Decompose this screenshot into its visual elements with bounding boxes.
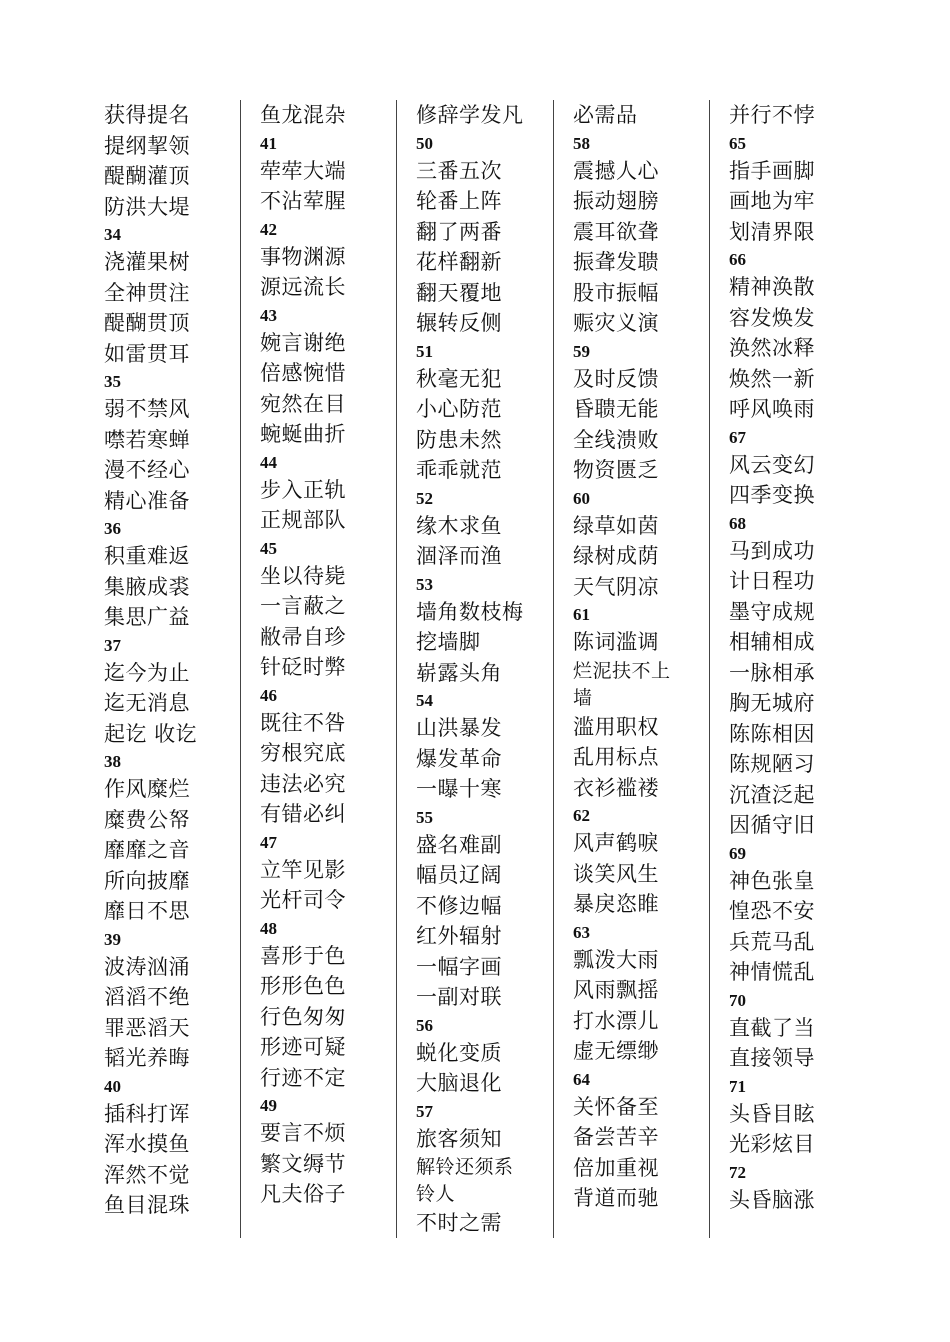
group-number: 43 xyxy=(260,305,277,325)
phrase-entry: 光杆司令 xyxy=(260,888,346,912)
phrase-entry: 防洪大堤 xyxy=(104,194,190,219)
phrase-entry: 震耳欲聋 xyxy=(573,219,659,244)
phrase-entry: 针砭时弊 xyxy=(260,655,346,679)
phrase-entry: 打水漂儿 xyxy=(573,1008,659,1033)
phrase-entry: 风声鹤唳 xyxy=(573,831,659,855)
phrase-entry: 关怀备至 xyxy=(573,1094,659,1119)
phrase-entry: 焕然一新 xyxy=(729,366,815,391)
phrase-entry: 罪恶滔天 xyxy=(104,1015,190,1040)
phrase-entry: 如雷贯耳 xyxy=(104,341,190,366)
phrase-entry: 集思广益 xyxy=(104,605,190,629)
group-number: 35 xyxy=(104,372,121,391)
group-number: 45 xyxy=(260,538,277,558)
phrase-entry: 行迹不定 xyxy=(260,1065,346,1090)
phrase-entry: 事物渊源 xyxy=(260,244,346,269)
phrase-entry: 头昏脑涨 xyxy=(729,1187,815,1212)
phrase-entry: 一幅字画 xyxy=(416,954,502,979)
group-number: 56 xyxy=(416,1015,433,1035)
column-divider xyxy=(709,100,710,1238)
column-5 xyxy=(729,100,879,1215)
phrase-entry: 呼风唤雨 xyxy=(729,397,815,421)
phrase-entry: 形形色色 xyxy=(260,974,346,998)
group-number: 39 xyxy=(104,929,121,949)
group-number: 51 xyxy=(416,341,433,361)
group-number: 60 xyxy=(573,488,590,508)
phrase-entry: 起讫 收讫 xyxy=(104,721,198,746)
phrase-entry: 股市振幅 xyxy=(573,280,659,305)
phrase-entry: 插科打诨 xyxy=(104,1101,190,1126)
phrase-entry: 小心防范 xyxy=(416,397,502,421)
phrase-entry: 涣然冰释 xyxy=(729,336,815,360)
group-number: 69 xyxy=(729,843,746,863)
phrase-entry: 精心准备 xyxy=(104,488,190,513)
group-number: 61 xyxy=(573,605,590,624)
phrase-entry: 衣衫褴褛 xyxy=(573,775,659,800)
phrase-entry: 荦荦大端 xyxy=(260,158,346,183)
group-number: 48 xyxy=(260,918,277,938)
phrase-entry: 积重难返 xyxy=(104,544,190,568)
phrase-entry: 乱用标点 xyxy=(573,745,659,769)
phrase-entry: 翻天覆地 xyxy=(416,280,502,305)
phrase-entry: 步入正轨 xyxy=(260,477,346,502)
phrase-entry: 一副对联 xyxy=(416,985,502,1009)
phrase-entry: 因循守旧 xyxy=(729,813,815,837)
phrase-entry: 精神涣散 xyxy=(729,275,815,299)
phrase-entry: 马到成功 xyxy=(729,538,815,563)
phrase-entry: 天气阴凉 xyxy=(573,574,659,599)
phrase-entry: 指手画脚 xyxy=(729,158,815,183)
group-number: 34 xyxy=(104,225,121,244)
group-number: 36 xyxy=(104,519,121,538)
group-number: 40 xyxy=(104,1076,121,1096)
phrase-entry: 赈灾义演 xyxy=(573,311,659,335)
phrase-entry: 不沾荤腥 xyxy=(260,189,346,213)
phrase-entry: 胸无城府 xyxy=(729,691,815,715)
phrase-entry: 神情慌乱 xyxy=(729,960,815,984)
phrase-entry: 凡夫俗子 xyxy=(260,1182,346,1206)
phrase-entry: 滥用职权 xyxy=(573,714,659,739)
group-number: 70 xyxy=(729,990,746,1010)
phrase-entry: 墙角数枝梅 xyxy=(416,599,524,624)
phrase-entry: 旅客须知 xyxy=(416,1126,502,1151)
phrase-entry: 画地为牢 xyxy=(729,189,815,213)
group-number: 64 xyxy=(573,1069,590,1089)
group-number: 41 xyxy=(260,133,277,153)
phrase-entry: 正规部队 xyxy=(260,508,346,532)
phrase-entry: 物资匮乏 xyxy=(573,458,659,482)
group-number: 49 xyxy=(260,1096,277,1115)
phrase-entry: 并行不悖 xyxy=(729,103,815,127)
group-number: 59 xyxy=(573,341,590,361)
phrase-entry: 韬光养晦 xyxy=(104,1046,190,1070)
group-number: 44 xyxy=(260,452,277,472)
phrase-entry: 修辞学发凡 xyxy=(416,103,524,127)
phrase-entry: 四季变换 xyxy=(729,483,815,507)
phrase-entry: 陈词滥调 xyxy=(573,630,659,654)
phrase-entry: 缘木求鱼 xyxy=(416,513,502,538)
group-number: 46 xyxy=(260,685,277,705)
phrase-entry: 翻了两番 xyxy=(416,219,502,244)
phrase-entry: 瓢泼大雨 xyxy=(573,947,659,972)
phrase-entry: 陈陈相因 xyxy=(729,721,815,746)
phrase-entry: 计日程功 xyxy=(729,569,815,593)
phrase-entry: 陈规陋习 xyxy=(729,752,815,776)
phrase-entry: 行色匆匆 xyxy=(260,1004,346,1029)
phrase-entry: 幅员辽阔 xyxy=(416,863,502,887)
phrase-entry: 一脉相承 xyxy=(729,660,815,685)
group-number: 54 xyxy=(416,691,433,710)
phrase-entry: 绿草如茵 xyxy=(573,513,659,538)
phrase-entry: 沉渣泛起 xyxy=(729,782,815,807)
phrase-entry: 花样翻新 xyxy=(416,250,502,274)
group-number: 52 xyxy=(416,488,433,508)
column-2 xyxy=(260,100,410,1210)
phrase-entry: 必需品 xyxy=(573,103,638,127)
group-number: 66 xyxy=(729,250,746,269)
phrase-entry: 红外辐射 xyxy=(416,924,502,948)
phrase-entry: 迄无消息 xyxy=(104,691,190,715)
phrase-entry: 坐以待毙 xyxy=(260,563,346,588)
phrase-entry: 蜕化变质 xyxy=(416,1040,502,1065)
group-number: 38 xyxy=(104,752,121,771)
phrase-entry: 糜费公帑 xyxy=(104,807,190,832)
phrase-entry: 盛名难副 xyxy=(416,832,502,857)
phrase-entry: 作风糜烂 xyxy=(104,777,190,801)
group-number: 71 xyxy=(729,1076,746,1096)
phrase-entry: 宛然在目 xyxy=(260,391,346,416)
phrase-entry: 惶恐不安 xyxy=(729,899,815,923)
phrase-entry: 要言不烦 xyxy=(260,1121,346,1145)
phrase-entry: 挖墙脚 xyxy=(416,630,481,654)
phrase-entry: 不修边幅 xyxy=(416,893,502,918)
group-number: 37 xyxy=(104,635,121,655)
group-number: 58 xyxy=(573,133,590,153)
column-divider xyxy=(396,100,397,1238)
phrase-entry: 鱼龙混杂 xyxy=(260,103,346,127)
phrase-entry: 形迹可疑 xyxy=(260,1035,346,1059)
phrase-entry: 获得提名 xyxy=(104,103,190,127)
phrase-entry: 谈笑风生 xyxy=(573,861,659,886)
phrase-entry: 涸泽而渔 xyxy=(416,544,502,568)
phrase-entry: 容发焕发 xyxy=(729,305,815,330)
phrase-entry: 繁文缛节 xyxy=(260,1151,346,1176)
phrase-entry: 爆发革命 xyxy=(416,746,502,771)
phrase-entry: 醍醐灌顶 xyxy=(104,164,190,188)
phrase-entry: 漫不经心 xyxy=(104,458,190,482)
phrase-entry: 一言蔽之 xyxy=(260,594,346,618)
phrase-entry: 轮番上阵 xyxy=(416,189,502,213)
phrase-entry: 昏聩无能 xyxy=(573,397,659,421)
phrase-entry: 相辅相成 xyxy=(729,630,815,654)
phrase-entry: 解铃还须系铃人 xyxy=(416,1156,514,1205)
phrase-entry: 秋毫无犯 xyxy=(416,366,502,391)
phrase-entry: 所向披靡 xyxy=(104,868,190,893)
group-number: 42 xyxy=(260,219,277,239)
phrase-entry: 划清界限 xyxy=(729,219,815,244)
phrase-entry: 浑水摸鱼 xyxy=(104,1132,190,1156)
phrase-entry: 振动翅膀 xyxy=(573,189,659,213)
phrase-entry: 乖乖就范 xyxy=(416,458,502,482)
column-4 xyxy=(573,100,723,1214)
phrase-entry: 风雨飘摇 xyxy=(573,978,659,1002)
phrase-entry: 一曝十寒 xyxy=(416,777,502,801)
phrase-entry: 波涛汹涌 xyxy=(104,954,190,979)
group-number: 67 xyxy=(729,427,746,447)
phrase-entry: 立竿见影 xyxy=(260,857,346,882)
group-number: 65 xyxy=(729,133,746,153)
column-divider xyxy=(553,100,554,1238)
phrase-entry: 违法必究 xyxy=(260,771,346,796)
phrase-entry: 烂泥扶不上墙 xyxy=(573,659,671,709)
phrase-entry: 辗转反侧 xyxy=(416,311,502,335)
phrase-entry: 浑然不觉 xyxy=(104,1162,190,1187)
group-number: 57 xyxy=(416,1101,433,1121)
phrase-entry: 全神贯注 xyxy=(104,280,190,305)
phrase-entry: 兵荒马乱 xyxy=(729,929,815,954)
phrase-entry: 光彩炫目 xyxy=(729,1132,815,1156)
column-divider xyxy=(240,100,241,1238)
group-number: 62 xyxy=(573,806,590,825)
phrase-entry: 不时之需 xyxy=(416,1211,502,1235)
phrase-entry: 三番五次 xyxy=(416,158,502,183)
phrase-entry: 靡日不思 xyxy=(104,899,190,923)
column-3 xyxy=(416,100,566,1239)
phrase-entry: 敝帚自珍 xyxy=(260,624,346,649)
phrase-entry: 背道而驰 xyxy=(573,1186,659,1210)
phrase-entry: 喜形于色 xyxy=(260,943,346,968)
phrase-entry: 头昏目眩 xyxy=(729,1101,815,1126)
phrase-entry: 崭露头角 xyxy=(416,660,502,685)
phrase-entry: 倍感惋惜 xyxy=(260,361,346,385)
phrase-entry: 既往不咎 xyxy=(260,710,346,735)
phrase-entry: 滔滔不绝 xyxy=(104,985,190,1009)
phrase-entry: 振聋发聩 xyxy=(573,250,659,274)
phrase-entry: 噤若寒蝉 xyxy=(104,427,190,452)
phrase-entry: 及时反馈 xyxy=(573,366,659,391)
phrase-entry: 靡靡之音 xyxy=(104,838,190,862)
phrase-entry: 墨守成规 xyxy=(729,599,815,624)
phrase-entry: 直接领导 xyxy=(729,1046,815,1070)
group-number: 53 xyxy=(416,574,433,594)
column-1 xyxy=(104,100,254,1221)
phrase-entry: 浇灌果树 xyxy=(104,250,190,274)
group-number: 47 xyxy=(260,832,277,852)
phrase-entry: 弱不禁风 xyxy=(104,397,190,421)
phrase-entry: 备尝苦辛 xyxy=(573,1125,659,1149)
phrase-entry: 源远流长 xyxy=(260,275,346,299)
phrase-entry: 婉言谢绝 xyxy=(260,330,346,355)
phrase-entry: 神色张皇 xyxy=(729,868,815,893)
phrase-entry: 虚无缥缈 xyxy=(573,1039,659,1063)
phrase-entry: 集腋成裘 xyxy=(104,574,190,599)
phrase-entry: 防患未然 xyxy=(416,427,502,452)
phrase-entry: 蜿蜒曲折 xyxy=(260,422,346,446)
group-number: 72 xyxy=(729,1162,746,1182)
phrase-entry: 鱼目混珠 xyxy=(104,1193,190,1217)
phrase-entry: 提纲挈领 xyxy=(104,133,190,158)
group-number: 50 xyxy=(416,133,433,153)
phrase-entry: 震撼人心 xyxy=(573,158,659,183)
phrase-entry: 迄今为止 xyxy=(104,660,190,685)
phrase-entry: 风云变幻 xyxy=(729,452,815,477)
phrase-entry: 穷根究底 xyxy=(260,741,346,765)
phrase-entry: 全线溃败 xyxy=(573,427,659,452)
phrase-entry: 有错必纠 xyxy=(260,802,346,826)
group-number: 63 xyxy=(573,922,590,942)
phrase-entry: 醍醐贯顶 xyxy=(104,311,190,335)
phrase-entry: 绿树成荫 xyxy=(573,544,659,568)
phrase-entry: 山洪暴发 xyxy=(416,716,502,740)
group-number: 55 xyxy=(416,807,433,827)
phrase-entry: 大脑退化 xyxy=(416,1071,502,1095)
phrase-entry: 直截了当 xyxy=(729,1015,815,1040)
group-number: 68 xyxy=(729,513,746,533)
phrase-entry: 暴戾恣睢 xyxy=(573,892,659,916)
phrase-entry: 倍加重视 xyxy=(573,1155,659,1180)
